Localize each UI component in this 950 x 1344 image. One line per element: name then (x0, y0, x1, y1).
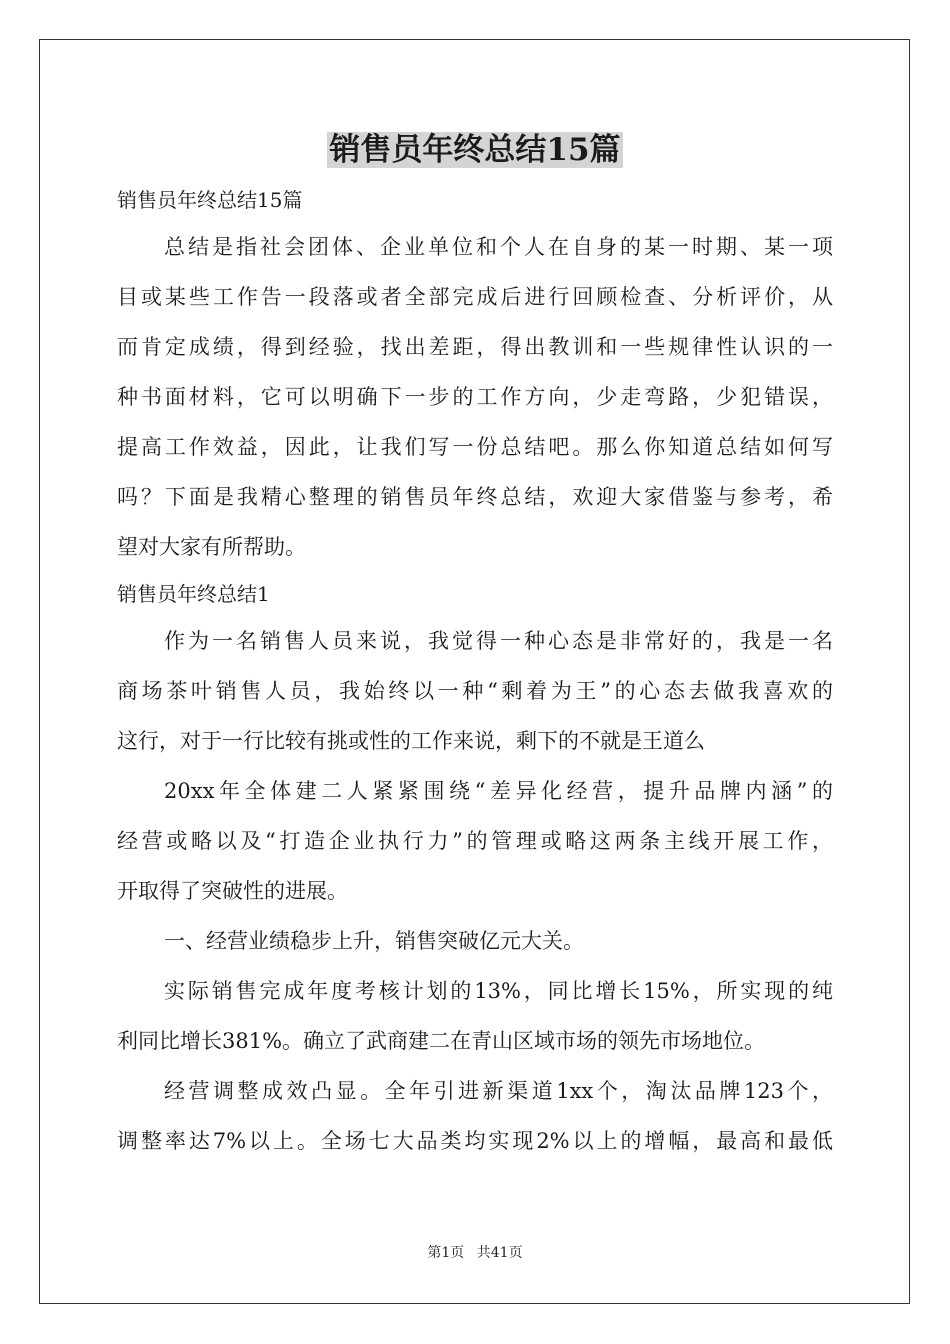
intro-line-3: 而肯定成绩，得到经验，找出差距，得出教训和一些规律性认识的一 (117, 335, 833, 359)
para1-line-2: 商场茶叶销售人员，我始终以一种“剩着为王”的心态去做我喜欢的 (117, 679, 833, 703)
para2-line-3: 开取得了突破性的进展。 (117, 879, 348, 903)
page-total: 共41页 (476, 1245, 523, 1261)
intro-line-2: 目或某些工作告一段落或者全部完成后进行回顾检查、分析评价，从 (117, 285, 833, 309)
para2-line-1: 20xx年全体建二人紧紧围绕“差异化经营，提升品牌内涵”的 (164, 779, 833, 803)
intro-line-5: 提高工作效益，因此，让我们写一份总结吧。那么你知道总结如何写 (117, 435, 833, 459)
para3-line-1: 一、经营业绩稳步上升，销售突破亿元大关。 (164, 929, 584, 953)
intro-line-1: 总结是指社会团体、企业单位和个人在自身的某一时期、某一项 (164, 235, 833, 259)
intro-line-4: 种书面材料，它可以明确下一步的工作方向，少走弯路，少犯错误， (117, 385, 833, 409)
document-title (0, 128, 950, 172)
para1-line-1: 作为一名销售人员来说，我觉得一种心态是非常好的，我是一名 (164, 629, 833, 653)
para1-line-3: 这行，对于一行比较有挑或性的工作来说，剩下的不就是王道么 (117, 729, 705, 753)
document-title-text: 销售员年终总结15篇 (329, 132, 621, 168)
document-subtitle: 销售员年终总结15篇 (117, 188, 303, 212)
para5-line-2: 调整率达7%以上。全场七大品类均实现2%以上的增幅，最高和最低 (117, 1129, 833, 1153)
page-number: 第1页 (427, 1245, 465, 1261)
para4-line-1: 实际销售完成年度考核计划的13%，同比增长15%，所实现的纯 (164, 979, 833, 1003)
para5-line-1: 经营调整成效凸显。全年引进新渠道1xx个，淘汰品牌123个， (164, 1079, 833, 1103)
intro-line-6: 吗？下面是我精心整理的销售员年终总结，欢迎大家借鉴与参考，希 (117, 485, 833, 509)
para4-line-2: 利同比增长381%。确立了武商建二在青山区域市场的领先市场地位。 (117, 1029, 766, 1053)
page-footer (0, 1243, 950, 1263)
intro-line-7: 望对大家有所帮助。 (117, 535, 306, 559)
document-body (117, 178, 833, 1166)
section-heading-1: 销售员年终总结1 (117, 582, 270, 606)
para2-line-2: 经营或略以及“打造企业执行力”的管理或略这两条主线开展工作， (117, 829, 833, 853)
